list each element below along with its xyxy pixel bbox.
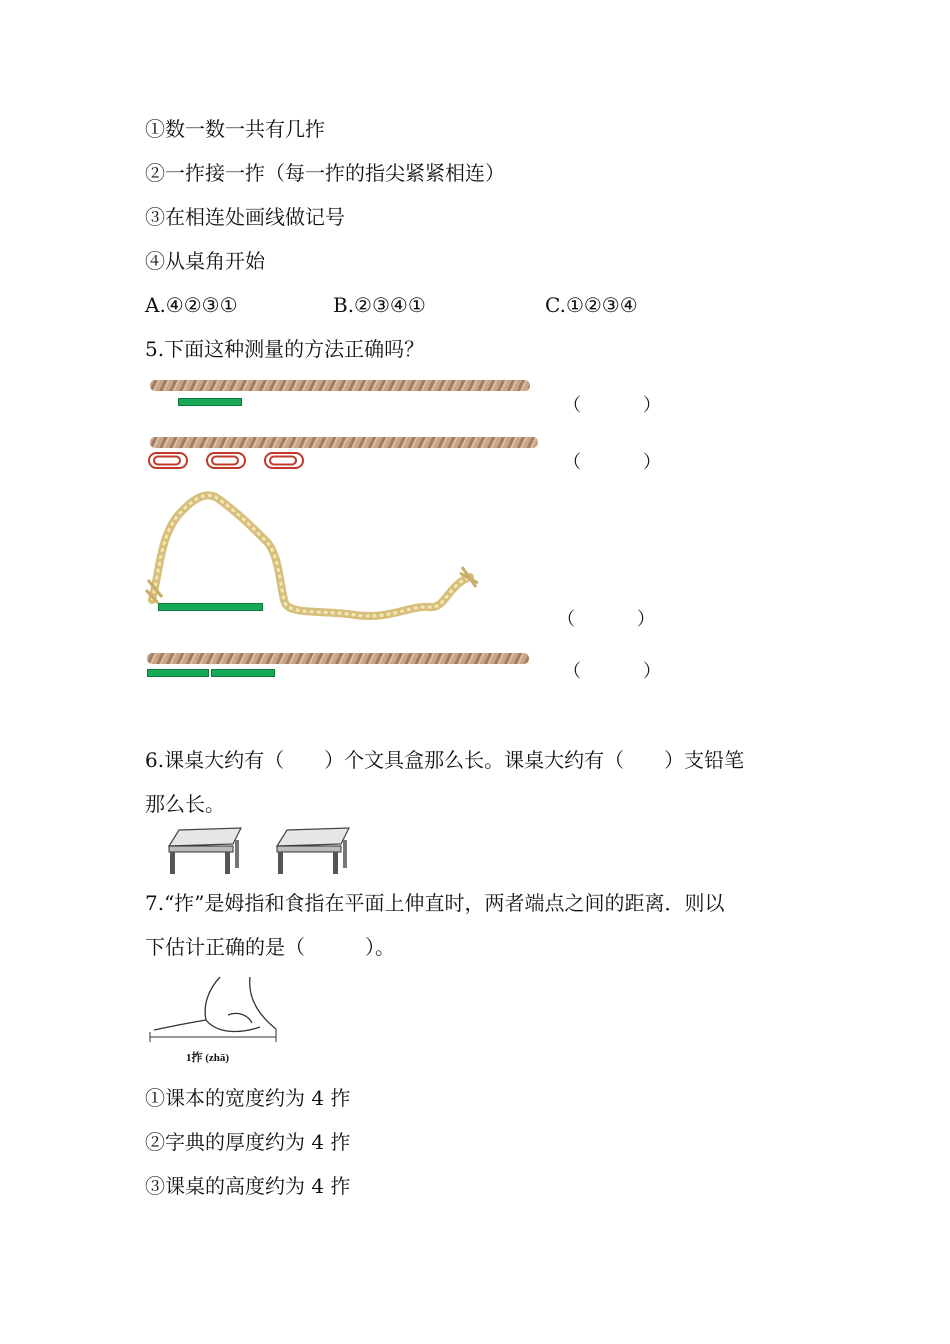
step-4: ④从桌角开始 bbox=[145, 249, 265, 273]
answer-blank-2[interactable] bbox=[563, 451, 663, 475]
measure-stick-4b bbox=[211, 669, 275, 677]
answer-blank-3[interactable] bbox=[557, 608, 657, 632]
option-b[interactable]: B.②③④① bbox=[333, 293, 426, 317]
step-2: ②一拃接一拃（每一拃的指尖紧紧相连） bbox=[145, 161, 505, 185]
paren-close: ） bbox=[643, 452, 661, 473]
paper-clips bbox=[148, 451, 308, 471]
step-1: ①数一数一共有几拃 bbox=[145, 117, 325, 141]
paren-open: （ bbox=[557, 609, 575, 630]
q7-item-1: ①课本的宽度约为 4 拃 bbox=[145, 1086, 351, 1110]
option-c[interactable]: C.①②③④ bbox=[545, 293, 638, 317]
rope-1 bbox=[150, 380, 530, 391]
desk-icon-1 bbox=[163, 826, 243, 876]
measure-stick-long bbox=[158, 603, 263, 611]
hand-span-label: 1拃 (zhā) bbox=[186, 1052, 230, 1064]
question-6-line1: 6.课桌大约有（ ）个文具盒那么长。课桌大约有（ ）支铅笔 bbox=[145, 748, 745, 772]
paren-open: （ bbox=[563, 452, 581, 473]
measure-stick-4a bbox=[147, 669, 209, 677]
rope-2 bbox=[150, 437, 538, 448]
paren-close: ） bbox=[643, 661, 661, 682]
paren-open: （ bbox=[563, 661, 581, 682]
curved-rope bbox=[140, 485, 490, 635]
paren-close: ） bbox=[643, 395, 661, 416]
question-5: 5.下面这种测量的方法正确吗？ bbox=[145, 337, 425, 361]
question-6-line2: 那么长。 bbox=[145, 792, 225, 816]
answer-blank-1[interactable] bbox=[563, 394, 663, 418]
answer-blank-4[interactable] bbox=[563, 660, 663, 684]
question-7-line2: 下估计正确的是（ ）。 bbox=[145, 935, 395, 959]
desk-icon-2 bbox=[271, 826, 351, 876]
option-a[interactable]: A.④②③① bbox=[145, 293, 238, 317]
question-7-line1: 7.“拃”是姆指和食指在平面上伸直时，两者端点之间的距离．则以 bbox=[145, 891, 725, 915]
paren-close: ） bbox=[637, 609, 655, 630]
q7-item-2: ②字典的厚度约为 4 拃 bbox=[145, 1130, 351, 1154]
measure-stick-1 bbox=[178, 398, 242, 406]
step-3: ③在相连处画线做记号 bbox=[145, 205, 345, 229]
q7-item-3: ③课桌的高度约为 4 拃 bbox=[145, 1174, 351, 1198]
paren-open: （ bbox=[563, 395, 581, 416]
rope-4 bbox=[147, 653, 529, 664]
hand-span-icon bbox=[148, 975, 283, 1045]
